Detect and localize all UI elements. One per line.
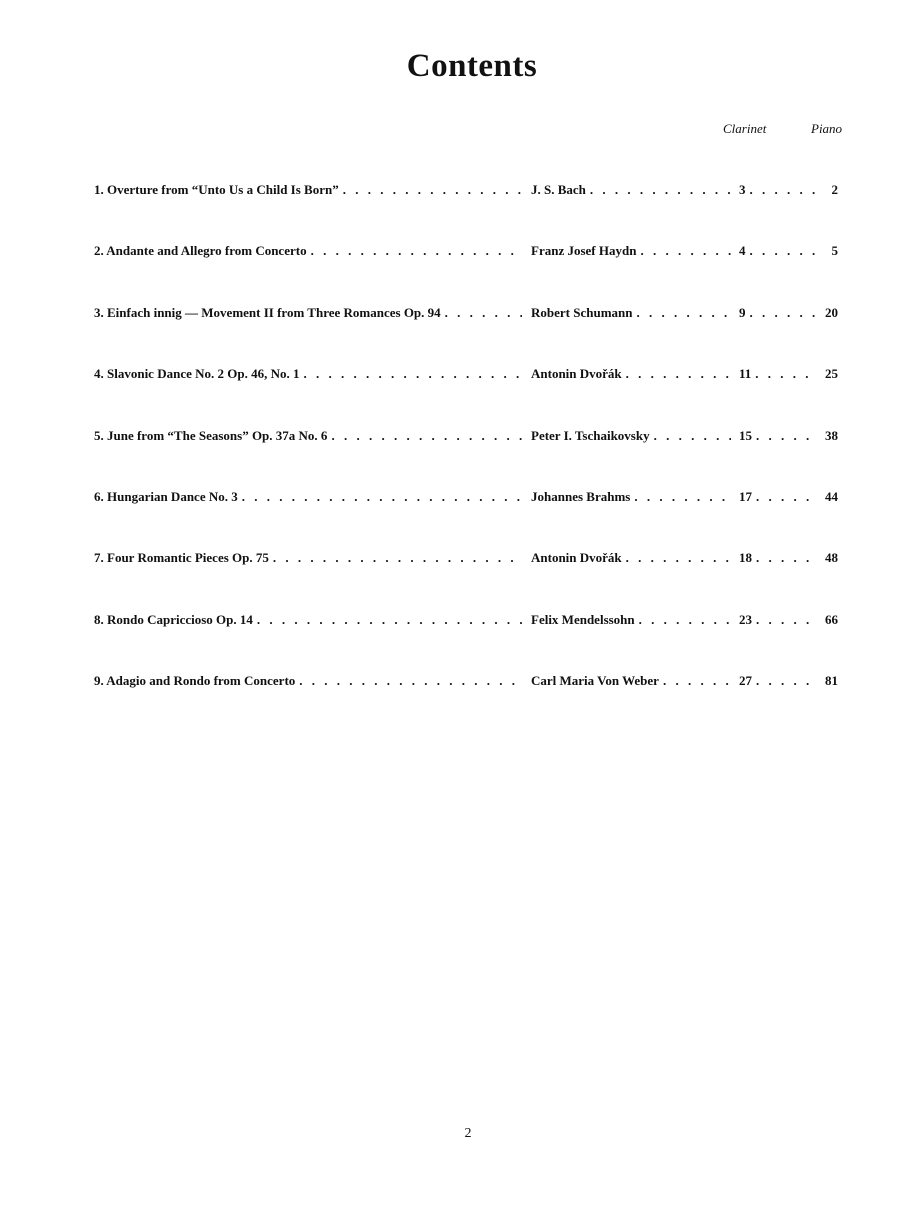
piano-page: 2 [831,182,838,197]
entry-title: 3. Einfach innig — Movement II from Three Romances Op. 94 [94,304,441,320]
dot-leader [756,606,818,634]
dot-leader [331,422,522,450]
entry-title: 1. Overture from “Unto Us a Child Is Born” [94,182,339,197]
clarinet-page: 17 [739,488,752,504]
dot-leader [311,237,522,265]
clarinet-page: 23 [739,611,752,627]
dot-leader [303,360,522,388]
entry-composer: Peter I. Tschaikovsky [531,427,650,443]
piano-page: 5 [831,243,838,259]
entry-title: 7. Four Romantic Pieces Op. 75 [94,550,269,566]
piano-page: 20 [825,304,838,320]
dot-leader [756,483,818,511]
contents-entry [0,606,900,667]
clarinet-page: 9 [739,304,746,320]
dot-leader [756,667,818,695]
entry-composer: Antonin Dvořák [531,366,622,382]
clarinet-column-header: Clarinet [723,121,767,136]
dot-leader [634,483,731,511]
contents-list [0,176,900,729]
contents-entry [0,422,900,483]
clarinet-page: 11 [739,366,752,382]
piano-page: 48 [825,550,838,566]
entry-composer: Robert Schumann [531,304,633,320]
dot-leader [750,237,819,265]
dot-leader [257,606,522,634]
entry-title: 6. Hungarian Dance No. 3 [94,488,238,504]
clarinet-page: 18 [739,550,752,566]
piano-page: 38 [825,427,838,443]
entry-title: 2. Andante and Allegro from Concerto [94,243,307,259]
clarinet-page: 4 [739,243,746,259]
entry-composer: Antonin Dvořák [531,550,622,566]
dot-leader [273,544,522,572]
contents-entry [0,360,900,421]
dot-leader [640,237,731,265]
dot-leader [626,360,731,388]
contents-entry [0,667,900,728]
entry-composer: Carl Maria Von Weber [531,673,659,689]
dot-leader [299,667,522,695]
entry-title: 9. Adagio and Rondo from Concerto [94,673,296,689]
dot-leader [756,422,818,450]
dot-leader [242,483,522,511]
page-number: 2 [464,1126,472,1141]
clarinet-page: 15 [739,427,752,443]
dot-leader [755,360,818,388]
dot-leader [663,667,731,695]
dot-leader [637,299,732,327]
clarinet-page: 3 [739,182,746,197]
dot-leader [750,176,819,204]
contents-entry [0,299,900,360]
contents-entry [0,544,900,605]
entry-composer: Felix Mendelssohn [531,611,635,627]
contents-entry [0,176,900,237]
piano-page: 25 [825,366,838,382]
piano-page: 44 [825,488,838,504]
entry-title: 5. June from “The Seasons” Op. 37a No. 6 [94,427,328,443]
entry-composer: Johannes Brahms [531,488,631,504]
piano-page: 81 [825,673,838,689]
dot-leader [654,422,731,450]
dot-leader [626,544,731,572]
dot-leader [590,176,731,204]
piano-column-header: Piano [811,121,843,136]
clarinet-page: 27 [739,673,752,689]
entry-title: 4. Slavonic Dance No. 2 Op. 46, No. 1 [94,366,300,382]
piano-page: 66 [825,611,838,627]
contents-entry [0,483,900,544]
dot-leader [750,299,819,327]
page-title: Contents [406,48,538,84]
dot-leader [756,544,818,572]
entry-composer: Franz Josef Haydn [531,243,637,259]
dot-leader [343,176,522,204]
contents-entry [0,237,900,298]
entry-composer: J. S. Bach [531,182,586,197]
dot-leader [445,299,522,327]
entry-title: 8. Rondo Capriccioso Op. 14 [94,611,253,627]
dot-leader [639,606,731,634]
